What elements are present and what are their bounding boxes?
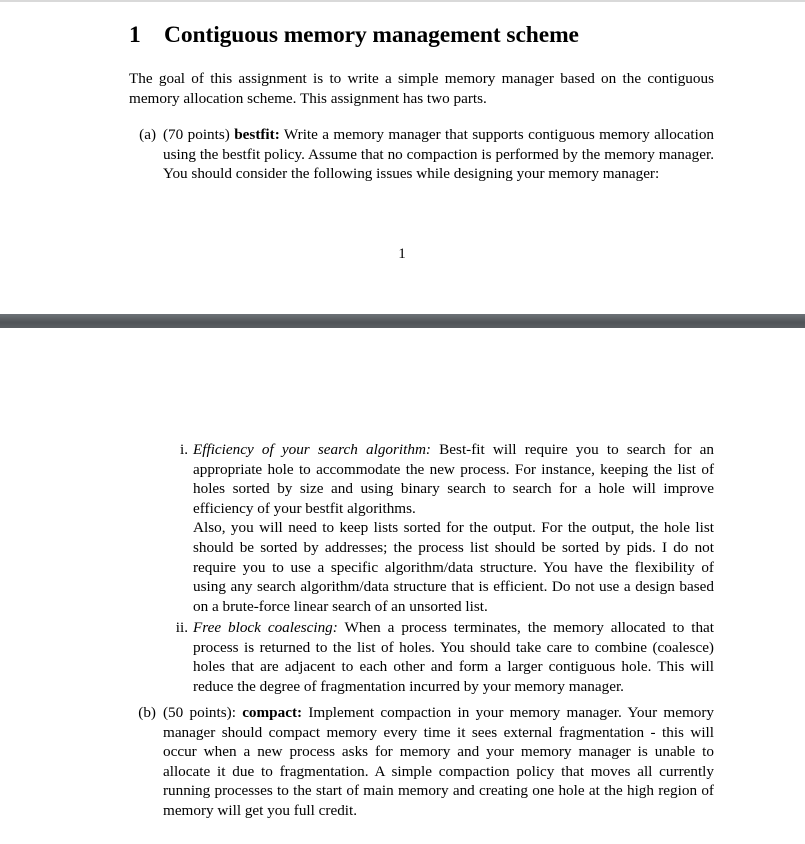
sub-item-i-title: Efficiency of your search algorithm: <box>193 441 431 458</box>
part-b-keyword: compact: <box>242 704 303 721</box>
part-a-label: (a) <box>139 126 156 143</box>
sub-item-i-text2: Also, you will need to keep lists sorted for the output. For the output, the hole list should be sorted by addresses; the process list should be sorted by pids. I do not require you to use a specific algorithm/data structure. You have the flexibility of using any search algorithm/data structure that is efficient. Do not use a design based on a brute-force linear search of an unsorted list. <box>193 519 714 615</box>
page-number: 1 <box>398 246 406 262</box>
sub-item-i-text1: Best-fit will require you to search for an appropriate hole to accommodate the new process. For instance, keeping the list of holes sorted by size and using binary search to search for a hole will improve efficiency of your bestfit algorithms. <box>193 441 715 517</box>
sub-item-ii-body <box>193 618 714 696</box>
part-a-points: (70 points) <box>163 126 230 143</box>
section-title: Contiguous memory management scheme <box>164 22 579 48</box>
part-b-points: (50 points): <box>163 704 236 721</box>
part-a-keyword: bestfit: <box>234 126 280 143</box>
page-separator <box>0 314 805 328</box>
document-page-2 <box>0 328 805 844</box>
sub-item-i-body <box>193 440 714 616</box>
document-page-1 <box>0 2 805 314</box>
part-a-text: Write a memory manager that supports contiguous memory allocation using the bestfit policy. Assume that no compaction is performed by the memory manager. You should consider the following issues while designing your memory manager: <box>163 126 715 183</box>
part-a-body <box>163 125 714 184</box>
sub-item-ii-text: When a process terminates, the memory allocated to that process is returned to the list of holes. You should take care to combine (coalesce) holes that are adjacent to each other and form a larger contiguous hole. This will reduce the degree of fragmentation incurred by your memory manager. <box>193 619 715 695</box>
section-number: 1 <box>129 22 141 48</box>
sub-item-i-label: i. <box>179 441 188 458</box>
sub-item-ii-label: ii. <box>175 619 188 636</box>
sub-item-ii-title: Free block coalescing: <box>193 619 338 636</box>
section-heading <box>129 22 579 49</box>
intro-paragraph: The goal of this assignment is to write a simple memory manager based on the contiguous memory allocation scheme. This assignment has two parts. <box>129 70 714 107</box>
part-b-label: (b) <box>138 704 156 721</box>
part-b-text: Implement compaction in your memory manager. Your memory manager should compact memory every time it sees external fragmentation - this will occur when a new process asks for memory and your memory manager is unable to allocate it due to fragmentation. A simple compaction policy that moves all currently running processes to the start of main memory and creating one hole at the high region of memory will get you full credit. <box>163 704 715 819</box>
part-b-body <box>163 703 714 821</box>
